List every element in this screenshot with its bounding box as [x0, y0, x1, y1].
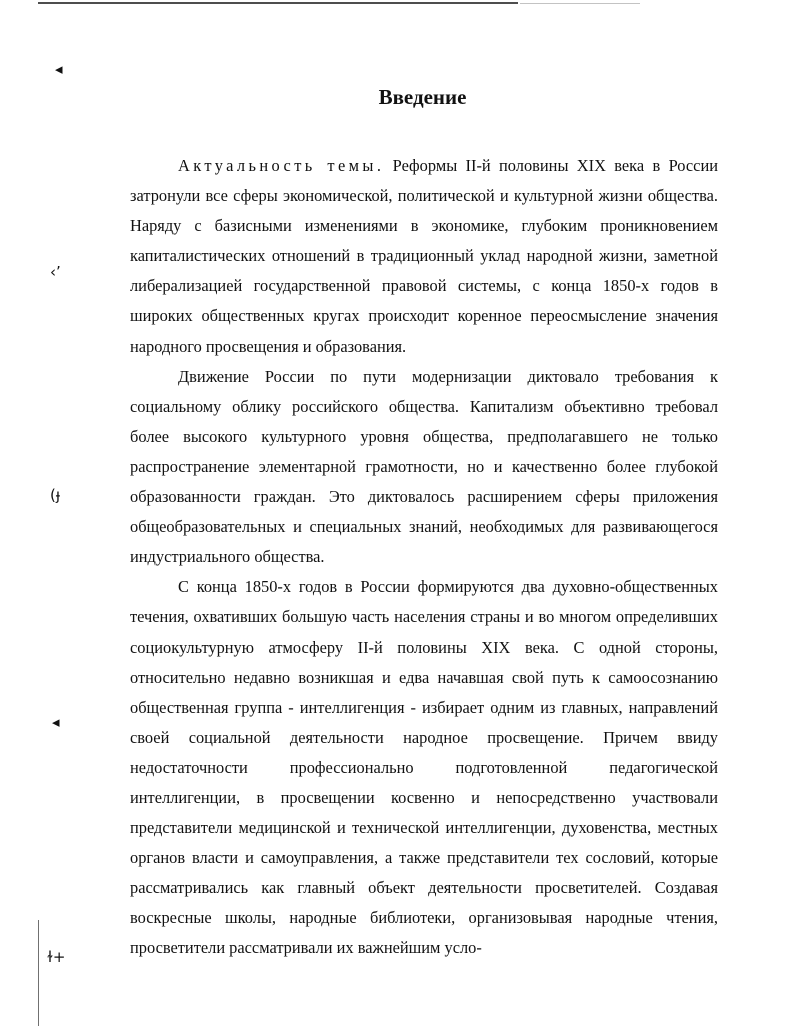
- relevance-heading: Актуальность темы.: [178, 156, 385, 175]
- paragraph-intelligentsia: [130, 572, 718, 963]
- paragraph-modernization: [130, 362, 718, 573]
- binding-hole-mark: ɫ+: [47, 948, 66, 966]
- paragraph-relevance: [130, 151, 718, 362]
- scan-artifact-top-line-faint: [520, 3, 640, 4]
- binding-hole-mark: ‹ʼ: [50, 263, 61, 281]
- binding-hole-mark: ◂: [55, 60, 63, 78]
- binding-hole-mark: ◂: [52, 713, 60, 731]
- paragraph-text: Реформы II-й половины XIX века в России затронули все сферы экономической, политической и культурной жизни общества. Наряду с базисными изменениями в экономике, глубоким проникновением капиталистических отношений в традиционный уклад народной жизни, заметной либерализацией государственной правовой системы, с конца 1850-х годов в широких общественных кругах происходит коренное переосмысление значения народного просвещения и образования.: [130, 156, 718, 356]
- page-title: Введение: [378, 85, 467, 109]
- scan-artifact-margin-line: [38, 920, 39, 1026]
- scan-artifact-top-line: [38, 2, 518, 4]
- paragraph-text: С конца 1850-х годов в России формируются два духовно-общественных течения, охвативших большую часть населения страны и во многом определивших социокультурную атмосферу II-й половины XIX века. С одной стороны, относительно недавно возникшая и едва начавшая свой путь к самоосознанию общественная группа - интеллигенция - избирает одним из главных, направлений своей социальной деятельности народное просвещение. Причем ввиду недостаточности профессионально подготовленной педагогической интеллигенции, в просвещении косвенно и непосредственно участвовали представители медицинской и технической интеллигенции, духовенства, местных органов власти и самоуправления, а также представители тех сословий, которые рассматривались как главный объект деятельности просветителей. Создавая воскресные школы, народные библиотеки, организовывая народные чтения, просветители рассматривали их важнейшим усло-: [130, 577, 718, 958]
- binding-hole-mark: (ɟ: [50, 486, 61, 504]
- paragraph-text: Движение России по пути модернизации диктовало требования к социальному облику российского общества. Капитализм объективно требовал более высокого культурного уровня общества, предполагавшего не только распространение элементарной грамотности, но и качественно более глубокой образованности граждан. Это диктовалось расширением сферы приложения общеобразовательных и специальных знаний, необходимых для развивающегося индустриального общества.: [130, 366, 718, 567]
- document-body: [130, 151, 718, 964]
